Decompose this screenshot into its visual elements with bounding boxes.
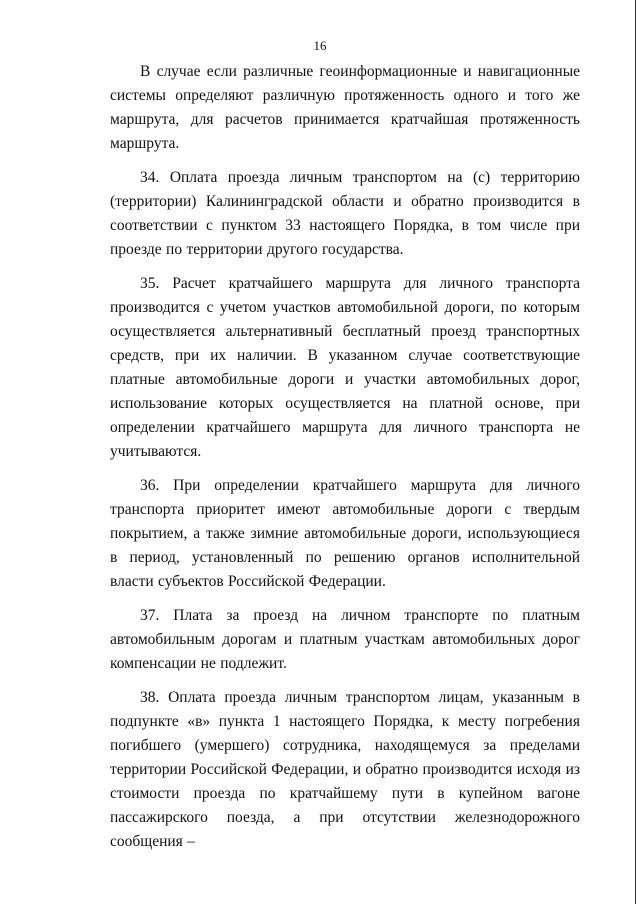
page-number: 16 (313, 38, 327, 53)
paragraph-38: 38. Оплата проезда личным транспортом лицам, указанным в подпункте «в» пункта 1 настоящего Порядка, к месту погребения погибшего (умершего) сотрудника, находящемуся за пределами территории Российской Федерации, и обратно производится исходя из стоимости проезда по кратчайшему пути в купейном вагоне пассажирского поезда, а при отсутствии железнодорожного сообщения – (110, 689, 580, 850)
paragraph-route-length: В случае если различные геоинформационные и навигационные системы определяют различную протяженность одного и того же маршрута, для расчетов принимается кратчайшая протяженность маршрута. (110, 63, 580, 152)
scan-edge-line (635, 0, 636, 904)
paragraph-34: 34. Оплата проезда личным транспортом на (с) территорию (территории) Калининградской области и обратно производится в соответствии с пунктом 33 настоящего Порядка, в том числе при проезде по территории другого государства. (110, 169, 580, 258)
document-body (110, 60, 580, 864)
paragraph-37: 37. Плата за проезд на личном транспорте по платным автомобильным дорогам и платным участкам автомобильных дорог компенсации не подлежит. (110, 607, 580, 672)
paragraph-35: 35. Расчет кратчайшего маршрута для личного транспорта производится с учетом участков автомобильной дороги, по которым осуществляется альтернативный бесплатный проезд транспортных средств, при их наличии. В указанном случае соответствующие платные автомобильные дороги и участки автомобильных дорог, использование которых осуществляется на платной основе, при определении кратчайшего маршрута для личного транспорта не учитываются. (110, 275, 580, 460)
paragraph-36: 36. При определении кратчайшего маршрута для личного транспорта приоритет имеют автомобильные дороги с твердым покрытием, а также зимние автомобильные дороги, использующиеся в период, установленный по решению органов исполнительной власти субъектов Российской Федерации. (110, 477, 580, 590)
